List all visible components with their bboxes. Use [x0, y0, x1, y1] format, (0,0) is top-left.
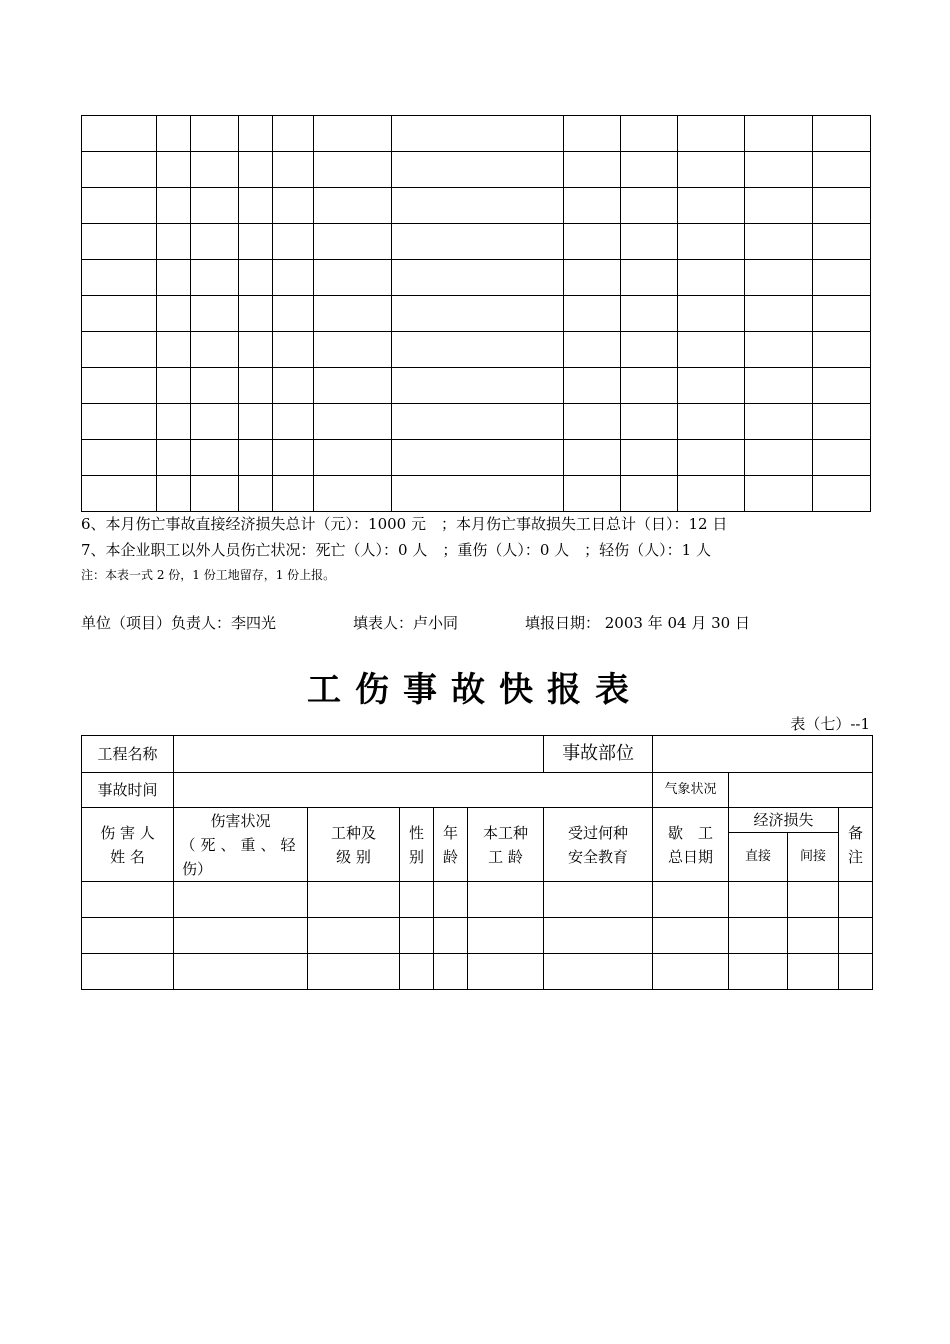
- table-cell[interactable]: [392, 332, 564, 368]
- table-cell[interactable]: [678, 152, 745, 188]
- table-cell[interactable]: [745, 440, 813, 476]
- report-date: 填报日期： 2003 年 04 月 30 日: [525, 614, 750, 632]
- table-cell[interactable]: [564, 404, 621, 440]
- form-filler: 填表人：卢小同: [353, 614, 459, 632]
- table-cell[interactable]: [621, 476, 678, 512]
- table-cell[interactable]: [745, 296, 813, 332]
- table-cell[interactable]: [564, 368, 621, 404]
- safety-training-header: 受过何种 安全教育: [544, 808, 653, 882]
- table-cell[interactable]: [82, 116, 157, 152]
- table-cell[interactable]: [239, 260, 273, 296]
- table-cell[interactable]: [678, 188, 745, 224]
- table-cell[interactable]: [174, 954, 308, 990]
- table-cell[interactable]: [157, 404, 191, 440]
- remarks-header: 备 注: [839, 808, 873, 882]
- table-cell[interactable]: [174, 882, 308, 918]
- table-cell[interactable]: [314, 152, 392, 188]
- table-cell[interactable]: [239, 368, 273, 404]
- table-row: [82, 332, 871, 368]
- table-cell[interactable]: [678, 404, 745, 440]
- table-cell[interactable]: [157, 116, 191, 152]
- table-cell[interactable]: [813, 296, 871, 332]
- table-cell[interactable]: [745, 188, 813, 224]
- table-cell[interactable]: [392, 188, 564, 224]
- table-cell[interactable]: [745, 224, 813, 260]
- table-row: [82, 882, 873, 918]
- table-cell[interactable]: [678, 224, 745, 260]
- table-cell[interactable]: [157, 440, 191, 476]
- table-cell[interactable]: [239, 476, 273, 512]
- table-cell[interactable]: [729, 954, 788, 990]
- table-cell[interactable]: [392, 476, 564, 512]
- table-cell[interactable]: [82, 188, 157, 224]
- table-cell[interactable]: [273, 332, 314, 368]
- table-cell[interactable]: [191, 296, 239, 332]
- table-cell[interactable]: [273, 440, 314, 476]
- table-cell[interactable]: [653, 954, 729, 990]
- table-cell[interactable]: [273, 188, 314, 224]
- table-cell[interactable]: [392, 404, 564, 440]
- table-row: [82, 296, 871, 332]
- table-cell[interactable]: [82, 476, 157, 512]
- accident-location-label: 事故部位: [544, 736, 653, 773]
- responsible-person: 单位（项目）负责人：李四光: [81, 614, 277, 632]
- table-cell[interactable]: [564, 476, 621, 512]
- table-row: [82, 404, 871, 440]
- table-cell[interactable]: [308, 882, 400, 918]
- table-cell[interactable]: [621, 260, 678, 296]
- table-cell[interactable]: [82, 260, 157, 296]
- table-cell[interactable]: [564, 440, 621, 476]
- table-cell[interactable]: [813, 188, 871, 224]
- table-cell[interactable]: [813, 224, 871, 260]
- table-cell[interactable]: [392, 440, 564, 476]
- project-name-field[interactable]: [174, 736, 544, 773]
- table-cell[interactable]: [239, 332, 273, 368]
- table-cell[interactable]: [745, 368, 813, 404]
- table-cell[interactable]: [745, 404, 813, 440]
- table-cell[interactable]: [621, 224, 678, 260]
- table-cell[interactable]: [564, 152, 621, 188]
- table-cell[interactable]: [273, 296, 314, 332]
- table-row: [82, 476, 871, 512]
- table-cell[interactable]: [729, 918, 788, 954]
- table-cell[interactable]: [392, 368, 564, 404]
- table-cell[interactable]: [839, 918, 873, 954]
- table-cell[interactable]: [813, 152, 871, 188]
- table-row: [82, 440, 871, 476]
- table-cell[interactable]: [813, 368, 871, 404]
- table-cell[interactable]: [621, 332, 678, 368]
- table-cell[interactable]: [314, 188, 392, 224]
- victim-name-header: 伤 害 人 姓 名: [82, 808, 174, 882]
- table-cell[interactable]: [239, 296, 273, 332]
- table-cell[interactable]: [82, 954, 174, 990]
- table-cell[interactable]: [191, 260, 239, 296]
- age-header: 年 龄: [434, 808, 468, 882]
- table-cell[interactable]: [745, 152, 813, 188]
- table-cell[interactable]: [239, 188, 273, 224]
- table-cell[interactable]: [191, 152, 239, 188]
- trade-seniority-header: 本工种 工 龄: [468, 808, 544, 882]
- table-cell[interactable]: [434, 954, 468, 990]
- table-cell[interactable]: [82, 368, 157, 404]
- table-row: [82, 152, 871, 188]
- table-cell[interactable]: [82, 152, 157, 188]
- table-cell[interactable]: [273, 260, 314, 296]
- table-cell[interactable]: [157, 260, 191, 296]
- table-cell[interactable]: [191, 440, 239, 476]
- table-cell[interactable]: [314, 476, 392, 512]
- table-cell[interactable]: [314, 332, 392, 368]
- table-cell[interactable]: [544, 918, 653, 954]
- table-cell[interactable]: [544, 882, 653, 918]
- table-cell[interactable]: [813, 440, 871, 476]
- table-cell[interactable]: [839, 882, 873, 918]
- table-cell[interactable]: [434, 882, 468, 918]
- table-cell[interactable]: [621, 152, 678, 188]
- table-cell[interactable]: [745, 116, 813, 152]
- economic-loss-header: 经济损失: [729, 808, 839, 833]
- table-cell[interactable]: [678, 116, 745, 152]
- table-cell[interactable]: [191, 332, 239, 368]
- table-cell[interactable]: [239, 116, 273, 152]
- table-row: [82, 368, 871, 404]
- signature-row: [81, 612, 750, 633]
- table-cell[interactable]: [191, 116, 239, 152]
- table-cell[interactable]: [468, 882, 544, 918]
- table-cell[interactable]: [564, 116, 621, 152]
- table-cell[interactable]: [308, 954, 400, 990]
- direct-loss-header: 直接: [729, 833, 788, 882]
- table-cell[interactable]: [564, 332, 621, 368]
- table-cell[interactable]: [788, 882, 839, 918]
- table-cell[interactable]: [191, 188, 239, 224]
- table-cell[interactable]: [308, 918, 400, 954]
- table-cell[interactable]: [564, 260, 621, 296]
- days-off-header: 歇 工 总日期: [653, 808, 729, 882]
- continuation-table: [81, 115, 871, 512]
- table-cell[interactable]: [813, 332, 871, 368]
- table-note: 注：本表一式 2 份，1 份工地留存，1 份上报。: [81, 568, 336, 582]
- table-cell[interactable]: [839, 954, 873, 990]
- table-cell[interactable]: [82, 296, 157, 332]
- table-cell[interactable]: [157, 296, 191, 332]
- table-cell[interactable]: [239, 440, 273, 476]
- table-cell[interactable]: [788, 954, 839, 990]
- table-row: [82, 954, 873, 990]
- table-cell[interactable]: [273, 368, 314, 404]
- table-cell[interactable]: [745, 332, 813, 368]
- table-cell[interactable]: [788, 918, 839, 954]
- injury-report-table: [81, 735, 873, 990]
- table-cell[interactable]: [621, 440, 678, 476]
- weather-label: 气象状况: [653, 773, 729, 808]
- table-cell[interactable]: [273, 152, 314, 188]
- table-cell[interactable]: [678, 368, 745, 404]
- table-cell[interactable]: [157, 476, 191, 512]
- table-row: [82, 224, 871, 260]
- accident-time-label: 事故时间: [82, 773, 174, 808]
- table-cell[interactable]: [157, 332, 191, 368]
- accident-time-field[interactable]: [174, 773, 653, 808]
- table-cell[interactable]: [82, 440, 157, 476]
- table-cell[interactable]: [813, 476, 871, 512]
- table-cell[interactable]: [813, 404, 871, 440]
- injury-status-header: 伤害状况 （死、重、轻 伤）: [174, 808, 308, 882]
- table-cell[interactable]: [813, 260, 871, 296]
- table-cell[interactable]: [678, 476, 745, 512]
- table-cell[interactable]: [544, 954, 653, 990]
- table-cell[interactable]: [392, 296, 564, 332]
- table-cell[interactable]: [157, 368, 191, 404]
- form-title: 工伤事故快报表: [307, 670, 643, 710]
- table-cell[interactable]: [82, 918, 174, 954]
- trade-level-header: 工种及 级 别: [308, 808, 400, 882]
- table-cell[interactable]: [157, 188, 191, 224]
- table-cell[interactable]: [314, 404, 392, 440]
- table-cell[interactable]: [82, 332, 157, 368]
- table-cell[interactable]: [239, 152, 273, 188]
- table-row: [82, 260, 871, 296]
- table-cell[interactable]: [392, 224, 564, 260]
- table-cell[interactable]: [157, 224, 191, 260]
- table-cell[interactable]: [314, 296, 392, 332]
- gender-header: 性 别: [400, 808, 434, 882]
- table-cell[interactable]: [653, 918, 729, 954]
- table-cell[interactable]: [82, 224, 157, 260]
- table-cell[interactable]: [314, 260, 392, 296]
- table-cell[interactable]: [273, 476, 314, 512]
- table-cell[interactable]: [745, 476, 813, 512]
- weather-field[interactable]: [729, 773, 873, 808]
- project-name-label: 工程名称: [82, 736, 174, 773]
- table-cell[interactable]: [678, 440, 745, 476]
- table-cell[interactable]: [434, 918, 468, 954]
- summary-line-7: 7、本企业职工以外人员伤亡状况：死亡（人）：0 人 ；重伤（人）：0 人 ；轻伤（人）：1 人: [81, 541, 711, 559]
- table-cell[interactable]: [392, 260, 564, 296]
- table-row: [82, 918, 873, 954]
- table-cell[interactable]: [191, 368, 239, 404]
- table-cell[interactable]: [314, 116, 392, 152]
- table-cell[interactable]: [621, 116, 678, 152]
- table-cell[interactable]: [273, 116, 314, 152]
- table-cell[interactable]: [82, 404, 157, 440]
- table-cell[interactable]: [564, 296, 621, 332]
- form-number: 表（七）--1: [790, 715, 870, 733]
- table-cell[interactable]: [157, 152, 191, 188]
- indirect-loss-header: 间接: [788, 833, 839, 882]
- table-cell[interactable]: [314, 224, 392, 260]
- table-cell[interactable]: [400, 882, 434, 918]
- table-cell[interactable]: [729, 882, 788, 918]
- summary-line-6: 6、本月伤亡事故直接经济损失总计（元）：1000 元 ；本月伤亡事故损失工日总计（日）：12 日: [81, 515, 728, 533]
- table-cell[interactable]: [392, 152, 564, 188]
- table-cell[interactable]: [191, 404, 239, 440]
- table-row: [82, 116, 871, 152]
- table-cell[interactable]: [273, 404, 314, 440]
- table-cell[interactable]: [621, 404, 678, 440]
- table-cell[interactable]: [191, 224, 239, 260]
- table-cell[interactable]: [392, 116, 564, 152]
- table-cell[interactable]: [621, 188, 678, 224]
- table-cell[interactable]: [653, 882, 729, 918]
- accident-location-field[interactable]: [653, 736, 873, 773]
- table-cell[interactable]: [400, 954, 434, 990]
- table-cell[interactable]: [400, 918, 434, 954]
- table-cell[interactable]: [191, 476, 239, 512]
- table-cell[interactable]: [314, 368, 392, 404]
- table-cell[interactable]: [564, 224, 621, 260]
- table-cell[interactable]: [678, 332, 745, 368]
- table-row: [82, 188, 871, 224]
- table-cell[interactable]: [621, 296, 678, 332]
- table-cell[interactable]: [239, 224, 273, 260]
- table-cell[interactable]: [678, 296, 745, 332]
- table-cell[interactable]: [564, 188, 621, 224]
- table-cell[interactable]: [745, 260, 813, 296]
- table-cell[interactable]: [82, 882, 174, 918]
- table-cell[interactable]: [621, 368, 678, 404]
- table-cell[interactable]: [468, 918, 544, 954]
- table-cell[interactable]: [239, 404, 273, 440]
- table-cell[interactable]: [273, 224, 314, 260]
- table-cell[interactable]: [813, 116, 871, 152]
- table-cell[interactable]: [314, 440, 392, 476]
- table-cell[interactable]: [174, 918, 308, 954]
- table-cell[interactable]: [468, 954, 544, 990]
- table-cell[interactable]: [678, 260, 745, 296]
